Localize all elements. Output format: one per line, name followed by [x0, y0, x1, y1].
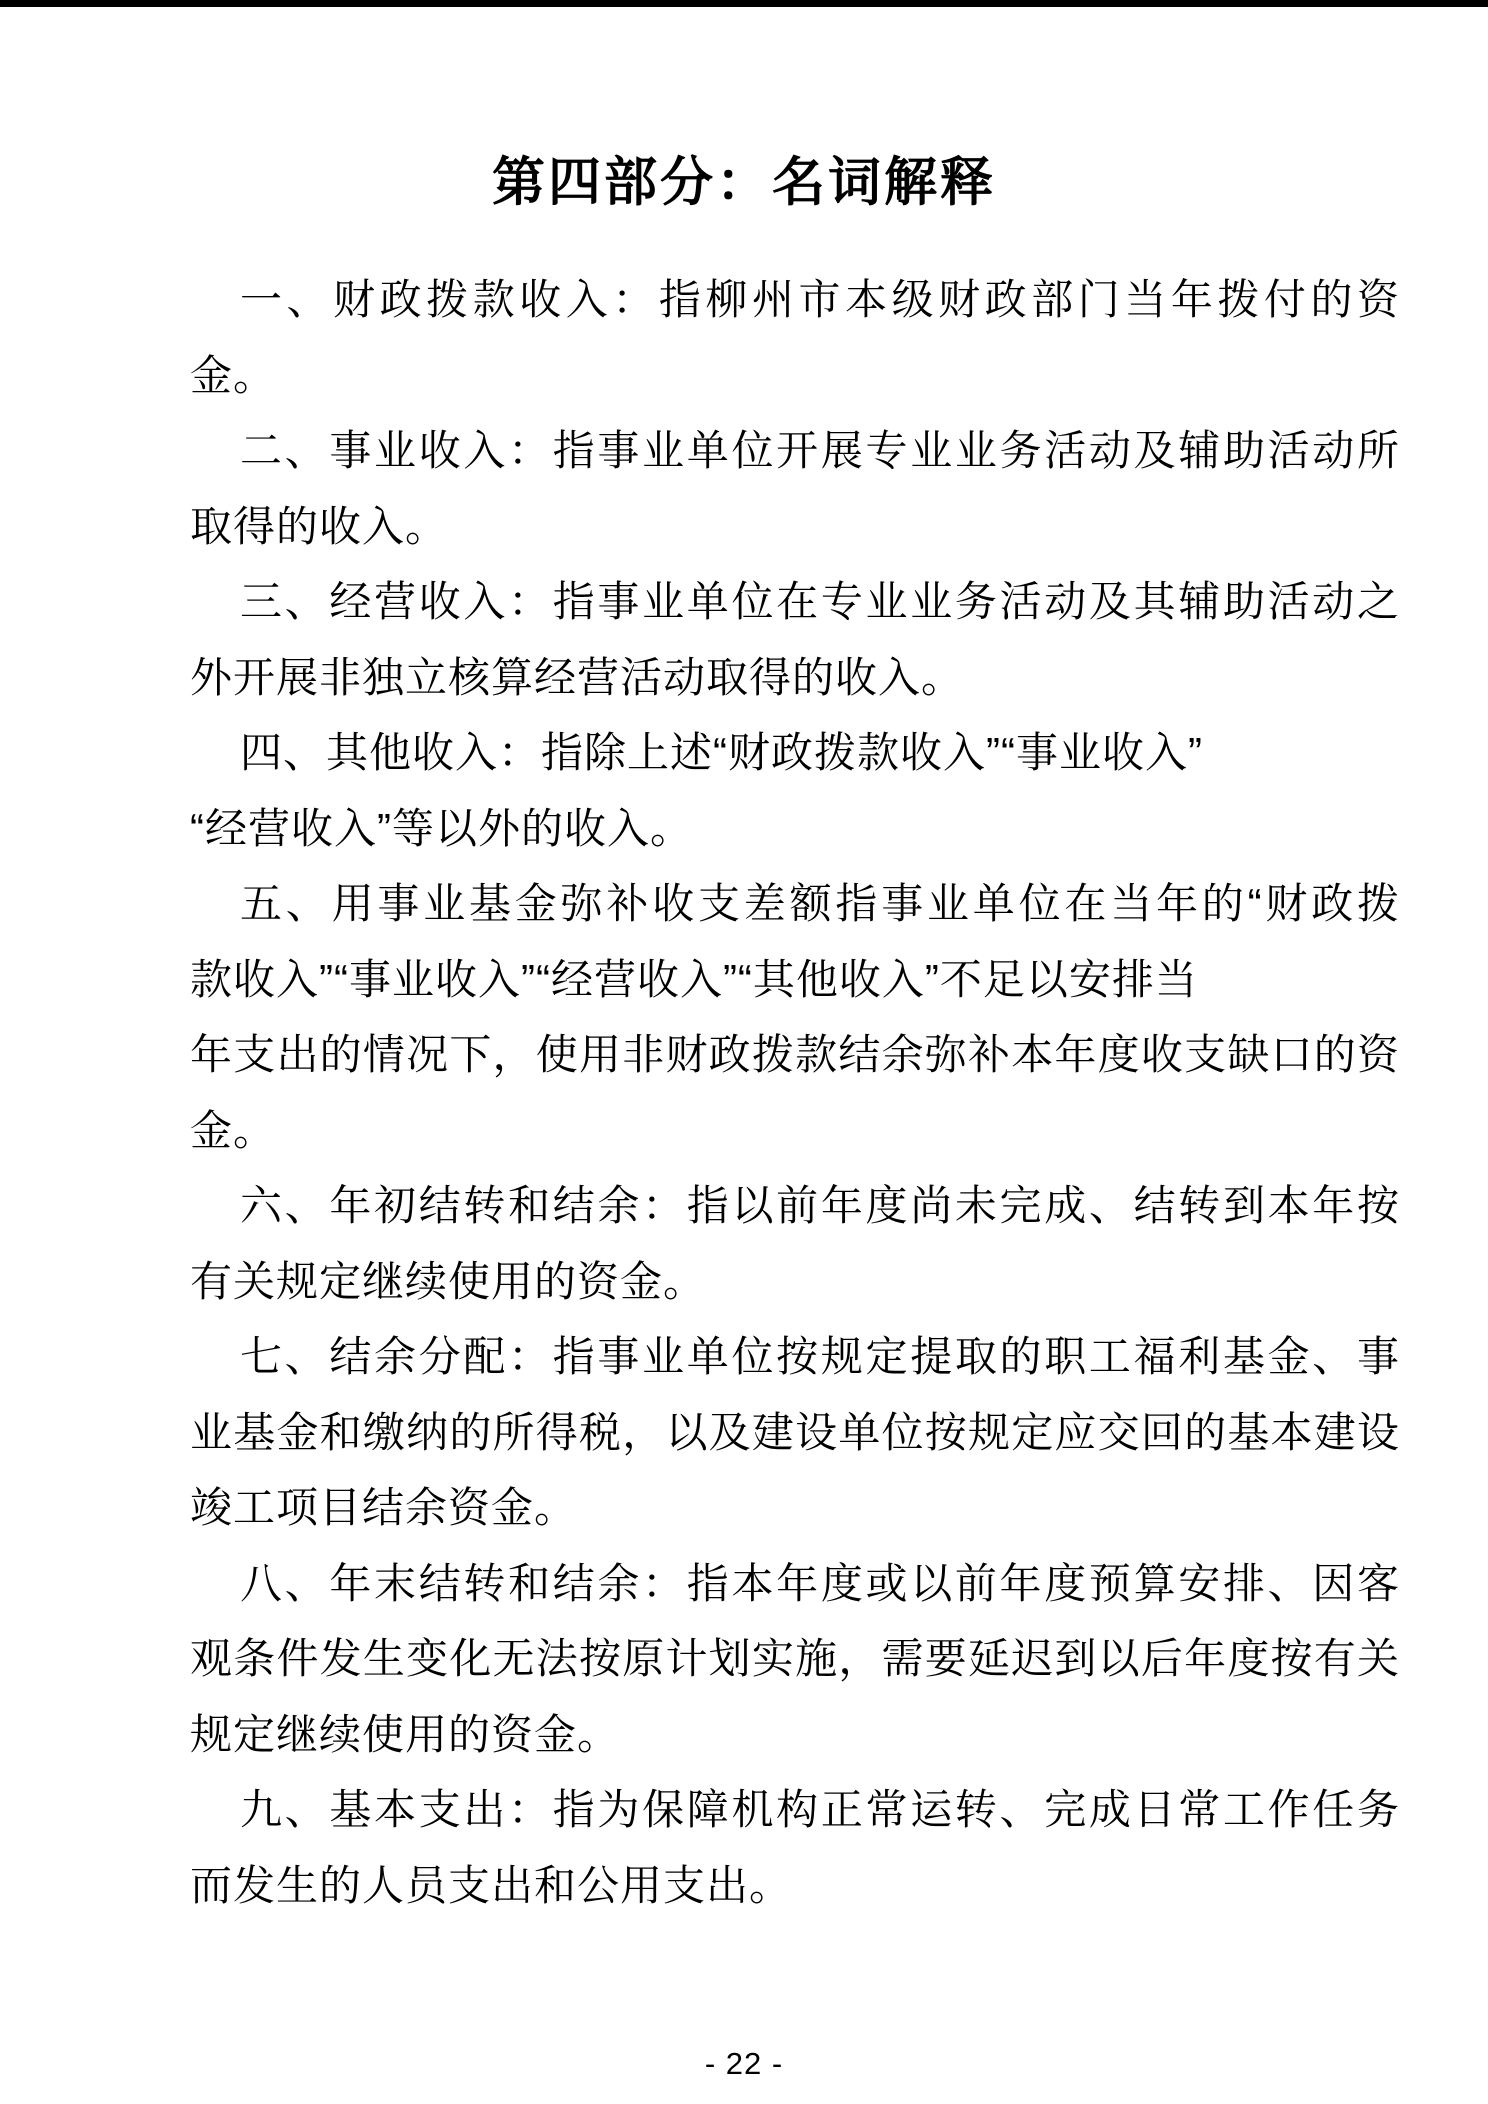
- text-line: 有关规定继续使用的资金。: [190, 1257, 707, 1305]
- paragraph: [190, 1546, 1400, 1773]
- text-line: 二、事业收入：指事业单位开展专业业务活动及辅助活动所: [240, 427, 1400, 474]
- text-line: 业基金和缴纳的所得税，以及建设单位按规定应交回的基本建设: [190, 1408, 1400, 1456]
- text-line: 九、基本支出：指为保障机构正常运转、完成日常工作任务: [240, 1786, 1400, 1833]
- paragraph: [190, 1772, 1400, 1923]
- text-line: 金。: [190, 1106, 277, 1154]
- paragraph: [190, 564, 1400, 715]
- paragraph: [190, 262, 1400, 413]
- text-line: 四、其他收入：指除上述“财政拨款收入”“事业收入”: [240, 729, 1203, 776]
- text-line: 五、用事业基金弥补收支差额指事业单位在当年的“财政拨: [240, 880, 1400, 927]
- text-line: 金。: [190, 351, 277, 399]
- text-line: 三、经营收入：指事业单位在专业业务活动及其辅助活动之: [240, 578, 1400, 625]
- document-body: [190, 262, 1400, 1923]
- text-line: “经营收入”等以外的收入。: [190, 804, 693, 852]
- scan-artifact-top-edge: [0, 0, 1488, 7]
- text-line: 取得的收入。: [190, 502, 449, 550]
- text-line: 外开展非独立核算经营活动取得的收入。: [190, 653, 965, 701]
- text-line: 竣工项目结余资金。: [190, 1484, 578, 1531]
- text-line: 观条件发生变化无法按原计划实施，需要延迟到以后年度按有关: [190, 1635, 1400, 1682]
- paragraph: [190, 866, 1400, 1168]
- text-line: 年支出的情况下，使用非财政拨款结余弥补本年度收支缺口的资: [190, 1031, 1400, 1078]
- text-line: 而发生的人员支出和公用支出。: [190, 1861, 793, 1909]
- text-line: 款收入”“事业收入”“经营收入”“其他收入”不足以安排当: [190, 955, 1198, 1003]
- text-line: 规定继续使用的资金。: [190, 1710, 621, 1758]
- text-line: 八、年末结转和结余：指本年度或以前年度预算安排、因客: [240, 1559, 1400, 1607]
- text-line: 七、结余分配：指事业单位按规定提取的职工福利基金、事: [240, 1333, 1400, 1380]
- text-line: 六、年初结转和结余：指以前年度尚未完成、结转到本年按: [240, 1182, 1400, 1229]
- page-title: 第四部分：名词解释: [492, 153, 996, 212]
- page-number: - 22 -: [704, 2046, 784, 2081]
- paragraph: [190, 1168, 1400, 1319]
- paragraph: [190, 715, 1400, 866]
- paragraph: [190, 413, 1400, 564]
- text-line: 一、财政拨款收入：指柳州市本级财政部门当年拨付的资: [240, 276, 1400, 323]
- paragraph: [190, 1319, 1400, 1546]
